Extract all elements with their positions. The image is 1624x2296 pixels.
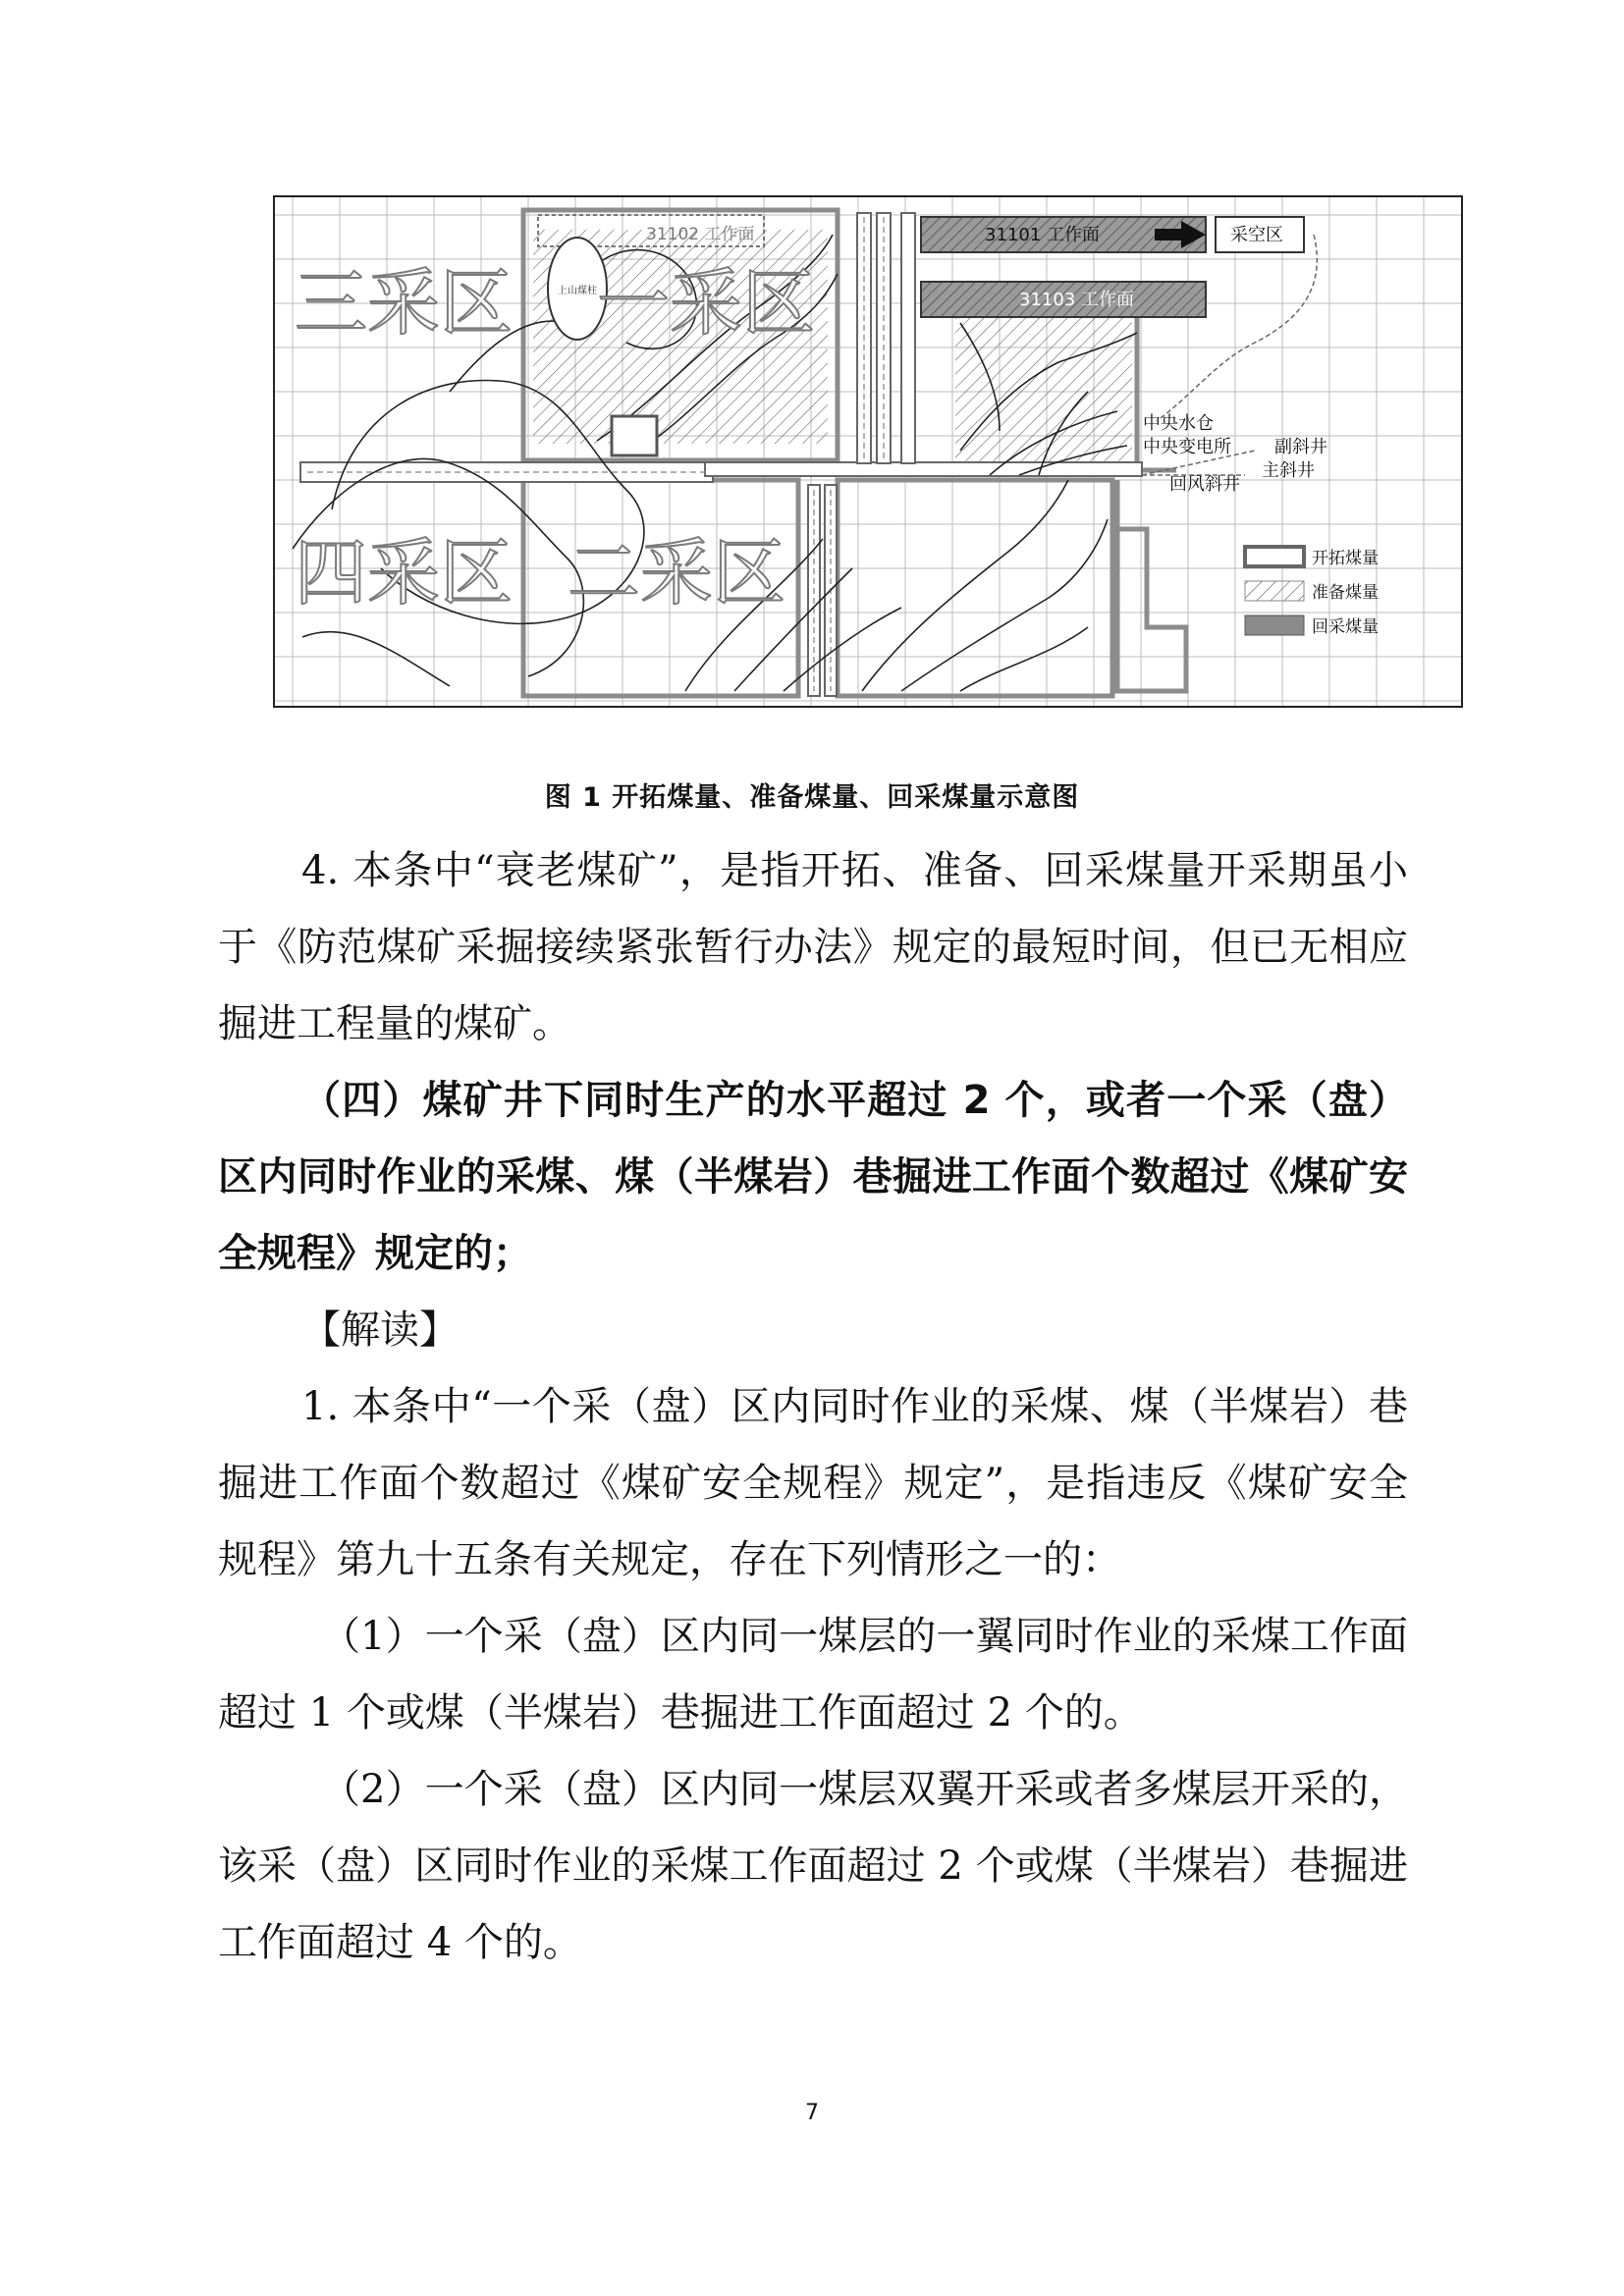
- chamber-box: [612, 416, 657, 455]
- legend-label-extraction: 回采煤量: [1312, 617, 1379, 637]
- paragraph-2: （四）煤矿井下同时生产的水平超过 2 个，或者一个采（盘）区内同时作业的采煤、煤（半煤岩）巷掘进工作面个数超过《煤矿安全规程》规定的；: [218, 1078, 1408, 1276]
- legend-swatch-development: [1245, 547, 1304, 566]
- face-31103-label: 31103 工作面: [1019, 290, 1134, 310]
- paragraph-1: 4. 本条中“衰老煤矿”，是指开拓、准备、回采煤量开采期虽小于《防范煤矿采掘接续紧张暂行办法》规定的最短时间，但已无相应掘进工程量的煤矿。: [218, 848, 1408, 1046]
- zone-label-3: 三采区: [295, 261, 513, 346]
- legend-label-preparation: 准备煤量: [1312, 583, 1379, 603]
- page-number: 7: [805, 2101, 819, 2125]
- mine-layout-figure: [273, 195, 1463, 708]
- svg-text:中央变电所: 中央变电所: [1143, 437, 1231, 457]
- paragraph-6: （2）一个采（盘）区内同一煤层双翼开采或者多煤层开采的，该采（盘）区同时作业的采煤工作面超过 2 个或煤（半煤岩）巷掘进工作面超过 4 个的。: [218, 1767, 1408, 1965]
- svg-text:主斜井: 主斜井: [1262, 460, 1315, 481]
- figure-caption: 图 1 开拓煤量、准备煤量、回采煤量示意图: [544, 782, 1080, 813]
- paragraph-5: （1）一个采（盘）区内同一煤层的一翼同时作业的采煤工作面超过 1 个或煤（半煤岩）巷掘进工作面超过 2 个的。: [218, 1614, 1408, 1735]
- zone-label-4: 四采区: [295, 531, 513, 615]
- prep-area-east: [955, 313, 1132, 475]
- body-text: [218, 832, 1408, 1981]
- zone-label-1: 一采区: [597, 261, 815, 346]
- face-31102-label: 31102 工作面: [646, 225, 755, 244]
- goaf-label: 采空区: [1230, 225, 1283, 245]
- face-31101-label: 31101 工作面: [985, 225, 1100, 245]
- svg-text:副斜井: 副斜井: [1274, 437, 1327, 457]
- oval-label: 上山煤柱: [558, 286, 597, 296]
- legend: [1245, 547, 1379, 637]
- zone-label-2: 二采区: [568, 531, 785, 615]
- mine-layout-diagram: [273, 195, 1463, 708]
- paragraph-4: 1. 本条中“一个采（盘）区内同时作业的采煤、煤（半煤岩）巷掘进工作面个数超过《煤矿安全规程》规定”，是指违反《煤矿安全规程》第九十五条有关规定，存在下列情形之一的：: [218, 1384, 1408, 1582]
- legend-swatch-extraction: [1245, 615, 1304, 635]
- svg-text:中央水仓: 中央水仓: [1143, 413, 1214, 434]
- svg-text:回风斜井: 回风斜井: [1169, 474, 1240, 495]
- legend-swatch-preparation: [1245, 581, 1304, 601]
- legend-label-development: 开拓煤量: [1312, 549, 1379, 568]
- heading-interpretation: 【解读】: [301, 1308, 459, 1353]
